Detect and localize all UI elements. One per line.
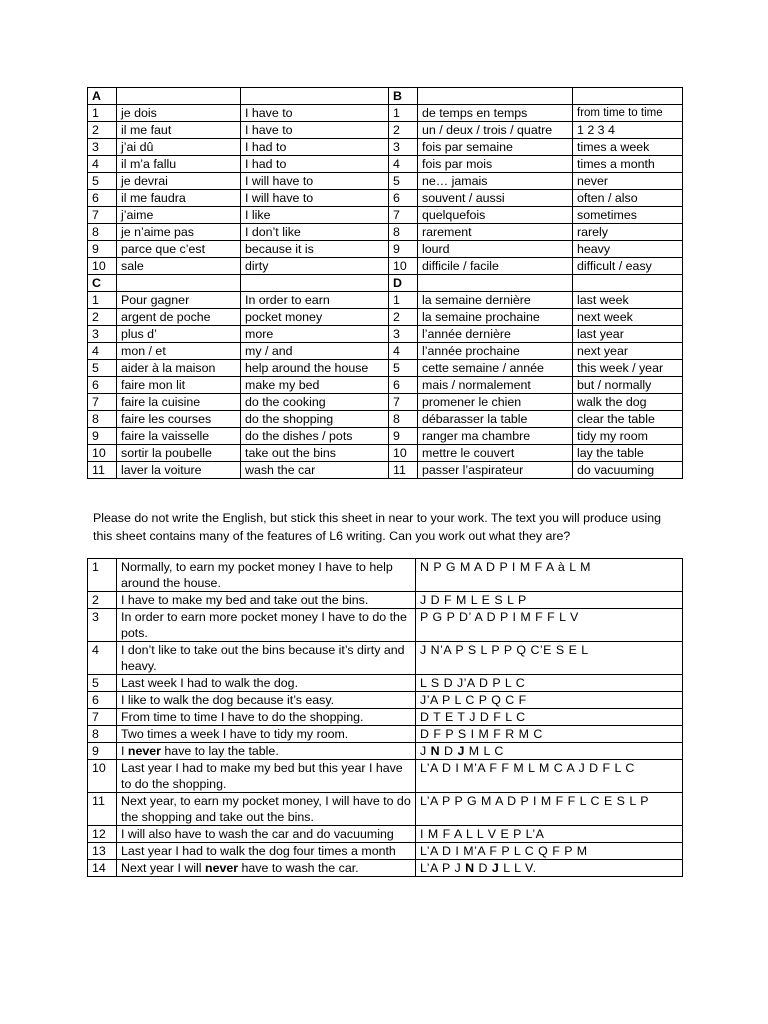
french-phrase: passer l’aspirateur xyxy=(418,462,573,479)
row-number: 10 xyxy=(389,445,418,462)
english-translation: difficult / easy xyxy=(573,258,683,275)
initial-letter-code xyxy=(416,860,683,877)
english-translation: help around the house xyxy=(241,360,389,377)
row-number: 8 xyxy=(389,224,418,241)
english-translation: I like xyxy=(241,207,389,224)
row-number: 11 xyxy=(389,462,418,479)
english-translation: next year xyxy=(573,343,683,360)
empty-cell xyxy=(241,275,389,292)
row-number: 10 xyxy=(88,445,117,462)
empty-cell xyxy=(117,275,241,292)
french-phrase: Pour gagner xyxy=(117,292,241,309)
row-number: 2 xyxy=(88,309,117,326)
english-translation: lay the table xyxy=(573,445,683,462)
vocab-row xyxy=(88,190,683,207)
row-number: 7 xyxy=(389,394,418,411)
row-number: 10 xyxy=(389,258,418,275)
english-translation: clear the table xyxy=(573,411,683,428)
english-translation: rarely xyxy=(573,224,683,241)
french-phrase: fois par mois xyxy=(418,156,573,173)
initial-letter-code: N P G M A D P I M F A à L M xyxy=(416,559,683,592)
row-number: 2 xyxy=(389,122,418,139)
row-number: 8 xyxy=(389,411,418,428)
initial-letter-code: P G P D’ A D P I M F F L V xyxy=(416,609,683,642)
english-sentence: I have to make my bed and take out the bins. xyxy=(117,592,416,609)
english-sentence: Last year I had to walk the dog four times a month xyxy=(117,843,416,860)
french-phrase: j’aime xyxy=(117,207,241,224)
french-phrase: de temps en temps xyxy=(418,105,573,122)
french-phrase: laver la voiture xyxy=(117,462,241,479)
row-number: 1 xyxy=(88,105,117,122)
text-fragment: D xyxy=(474,861,492,875)
english-translation: my / and xyxy=(241,343,389,360)
initial-letter-code: L’A P P G M A D P I M F F L C E S L P xyxy=(416,793,683,826)
french-phrase: rarement xyxy=(418,224,573,241)
exercise-row xyxy=(88,843,683,860)
french-phrase: parce que c’est xyxy=(117,241,241,258)
exercise-table-body xyxy=(88,559,683,877)
row-number: 7 xyxy=(389,207,418,224)
text-fragment: I xyxy=(121,744,128,758)
english-sentence: Last week I had to walk the dog. xyxy=(117,675,416,692)
vocab-row xyxy=(88,428,683,445)
french-phrase: sortir la poubelle xyxy=(117,445,241,462)
french-phrase: mon / et xyxy=(117,343,241,360)
section-header-row-cd xyxy=(88,275,683,292)
english-translation: dirty xyxy=(241,258,389,275)
initial-letter-code: J N’A P S L P P Q C’E S E L xyxy=(416,642,683,675)
exercise-number: 9 xyxy=(88,743,117,760)
section-header-row-ab xyxy=(88,88,683,105)
exercise-number: 4 xyxy=(88,642,117,675)
english-translation: heavy xyxy=(573,241,683,258)
row-number: 7 xyxy=(88,207,117,224)
english-translation: do the dishes / pots xyxy=(241,428,389,445)
english-translation: from time to time xyxy=(573,105,683,122)
row-number: 11 xyxy=(88,462,117,479)
french-phrase: je dois xyxy=(117,105,241,122)
emphasis-word: N xyxy=(430,744,441,758)
row-number: 2 xyxy=(88,122,117,139)
exercise-row xyxy=(88,726,683,743)
row-number: 5 xyxy=(88,360,117,377)
french-phrase: l’année dernière xyxy=(418,326,573,343)
empty-cell xyxy=(573,275,683,292)
english-translation: because it is xyxy=(241,241,389,258)
row-number: 3 xyxy=(389,139,418,156)
english-sentence: Two times a week I have to tidy my room. xyxy=(117,726,416,743)
french-phrase: j’ai dû xyxy=(117,139,241,156)
text-fragment: L L V. xyxy=(499,861,537,875)
row-number: 10 xyxy=(88,258,117,275)
vocab-row xyxy=(88,258,683,275)
french-phrase: quelquefois xyxy=(418,207,573,224)
section-c-label: C xyxy=(88,275,117,292)
vocab-row xyxy=(88,241,683,258)
exercise-number: 7 xyxy=(88,709,117,726)
english-translation: this week / year xyxy=(573,360,683,377)
row-number: 4 xyxy=(88,343,117,360)
exercise-row xyxy=(88,642,683,675)
vocab-table xyxy=(87,87,683,479)
english-sentence xyxy=(117,860,416,877)
vocab-row xyxy=(88,377,683,394)
english-translation: wash the car xyxy=(241,462,389,479)
initial-letter-code: L S D J’A D P L C xyxy=(416,675,683,692)
english-sentence: Last year I had to make my bed but this year I have to do the shopping. xyxy=(117,760,416,793)
english-translation: do vacuuming xyxy=(573,462,683,479)
row-number: 3 xyxy=(88,139,117,156)
english-translation: do the shopping xyxy=(241,411,389,428)
english-sentence: Normally, to earn my pocket money I have to help around the house. xyxy=(117,559,416,592)
exercise-number: 13 xyxy=(88,843,117,860)
french-phrase: fois par semaine xyxy=(418,139,573,156)
english-sentence: I don’t like to take out the bins because it’s dirty and heavy. xyxy=(117,642,416,675)
exercise-row xyxy=(88,675,683,692)
english-translation: never xyxy=(573,173,683,190)
vocab-row xyxy=(88,343,683,360)
french-phrase: je n’aime pas xyxy=(117,224,241,241)
french-phrase: mais / normalement xyxy=(418,377,573,394)
english-translation: make my bed xyxy=(241,377,389,394)
english-translation: I don’t like xyxy=(241,224,389,241)
initial-letter-code: D T E T J D F L C xyxy=(416,709,683,726)
vocab-row xyxy=(88,445,683,462)
french-phrase: l’année prochaine xyxy=(418,343,573,360)
french-phrase: je devrai xyxy=(117,173,241,190)
french-phrase: souvent / aussi xyxy=(418,190,573,207)
french-phrase: il me faut xyxy=(117,122,241,139)
row-number: 6 xyxy=(88,190,117,207)
french-phrase: lourd xyxy=(418,241,573,258)
exercise-number: 10 xyxy=(88,760,117,793)
row-number: 9 xyxy=(389,428,418,445)
initial-letter-code: J’A P L C P Q C F xyxy=(416,692,683,709)
row-number: 6 xyxy=(389,377,418,394)
english-translation: I had to xyxy=(241,156,389,173)
french-phrase: ne… jamais xyxy=(418,173,573,190)
initial-letter-code: L’A D I M’A F F M L M C A J D F L C xyxy=(416,760,683,793)
english-translation: last year xyxy=(573,326,683,343)
row-number: 5 xyxy=(389,173,418,190)
section-b-label: B xyxy=(389,88,418,105)
english-sentence: I like to walk the dog because it’s easy. xyxy=(117,692,416,709)
french-phrase: faire les courses xyxy=(117,411,241,428)
english-sentence: In order to earn more pocket money I have to do the pots. xyxy=(117,609,416,642)
french-phrase: la semaine prochaine xyxy=(418,309,573,326)
section-d-label: D xyxy=(389,275,418,292)
exercise-row xyxy=(88,826,683,843)
initial-letter-code: J D F M L E S L P xyxy=(416,592,683,609)
exercise-row xyxy=(88,709,683,726)
exercise-row xyxy=(88,592,683,609)
text-fragment: D xyxy=(440,744,458,758)
row-number: 4 xyxy=(389,156,418,173)
initial-letter-code: L’A D I M’A F P L C Q F P M xyxy=(416,843,683,860)
exercise-number: 1 xyxy=(88,559,117,592)
vocab-row xyxy=(88,462,683,479)
english-translation: walk the dog xyxy=(573,394,683,411)
exercise-row xyxy=(88,760,683,793)
exercise-number: 12 xyxy=(88,826,117,843)
english-translation: sometimes xyxy=(573,207,683,224)
exercise-table xyxy=(87,558,683,877)
row-number: 4 xyxy=(88,156,117,173)
vocab-table-body xyxy=(88,88,683,479)
row-number: 4 xyxy=(389,343,418,360)
english-translation: pocket money xyxy=(241,309,389,326)
row-number: 3 xyxy=(88,326,117,343)
initial-letter-code xyxy=(416,743,683,760)
row-number: 9 xyxy=(88,241,117,258)
english-translation: next week xyxy=(573,309,683,326)
vocab-row xyxy=(88,309,683,326)
english-translation: I will have to xyxy=(241,173,389,190)
emphasis-word: never xyxy=(127,744,161,758)
row-number: 3 xyxy=(389,326,418,343)
french-phrase: débarasser la table xyxy=(418,411,573,428)
english-sentence: I will also have to wash the car and do vacuuming xyxy=(117,826,416,843)
exercise-number: 11 xyxy=(88,793,117,826)
vocab-row xyxy=(88,122,683,139)
french-phrase: il me faudra xyxy=(117,190,241,207)
english-translation: I have to xyxy=(241,105,389,122)
english-translation: times a month xyxy=(573,156,683,173)
exercise-number: 14 xyxy=(88,860,117,877)
english-translation: I have to xyxy=(241,122,389,139)
english-translation: In order to earn xyxy=(241,292,389,309)
english-translation: last week xyxy=(573,292,683,309)
vocab-row xyxy=(88,105,683,122)
text-fragment: have to lay the table. xyxy=(160,744,279,758)
exercise-row xyxy=(88,743,683,760)
french-phrase: faire la vaisselle xyxy=(117,428,241,445)
instructions-text: Please do not write the English, but stick this sheet in near to your work. The text you will produce using this sheet contains many of the features of L6 writing. Can you work out what they are? xyxy=(93,511,661,543)
english-sentence xyxy=(117,743,416,760)
exercise-row xyxy=(88,559,683,592)
french-phrase: mettre le couvert xyxy=(418,445,573,462)
french-phrase: argent de poche xyxy=(117,309,241,326)
french-phrase: la semaine dernière xyxy=(418,292,573,309)
row-number: 2 xyxy=(389,309,418,326)
emphasis-word: J xyxy=(491,861,500,875)
french-phrase: faire la cuisine xyxy=(117,394,241,411)
empty-cell xyxy=(241,88,389,105)
text-fragment: M L C xyxy=(464,744,504,758)
french-phrase: faire mon lit xyxy=(117,377,241,394)
text-fragment: L’A P J xyxy=(420,861,466,875)
row-number: 8 xyxy=(88,411,117,428)
english-translation: times a week xyxy=(573,139,683,156)
english-translation: I will have to xyxy=(241,190,389,207)
initial-letter-code: I M F A L L V E P L’A xyxy=(416,826,683,843)
english-translation: but / normally xyxy=(573,377,683,394)
empty-cell xyxy=(418,275,573,292)
french-phrase: promener le chien xyxy=(418,394,573,411)
exercise-number: 8 xyxy=(88,726,117,743)
exercise-number: 5 xyxy=(88,675,117,692)
row-number: 5 xyxy=(389,360,418,377)
english-sentence: From time to time I have to do the shopping. xyxy=(117,709,416,726)
english-translation: take out the bins xyxy=(241,445,389,462)
english-translation: often / also xyxy=(573,190,683,207)
section-a-label: A xyxy=(88,88,117,105)
exercise-row xyxy=(88,609,683,642)
exercise-number: 6 xyxy=(88,692,117,709)
vocab-row xyxy=(88,394,683,411)
empty-cell xyxy=(117,88,241,105)
exercise-row xyxy=(88,692,683,709)
exercise-row xyxy=(88,793,683,826)
vocab-row xyxy=(88,224,683,241)
vocab-row xyxy=(88,139,683,156)
empty-cell xyxy=(418,88,573,105)
text-fragment: Next year I will xyxy=(121,861,205,875)
row-number: 1 xyxy=(88,292,117,309)
french-phrase: ranger ma chambre xyxy=(418,428,573,445)
row-number: 6 xyxy=(389,190,418,207)
text-fragment: J xyxy=(420,744,431,758)
french-phrase: plus d’ xyxy=(117,326,241,343)
vocab-row xyxy=(88,207,683,224)
exercise-number: 2 xyxy=(88,592,117,609)
emphasis-word: J xyxy=(457,744,465,758)
vocab-row xyxy=(88,326,683,343)
english-translation: 1 2 3 4 xyxy=(573,122,683,139)
initial-letter-code: D F P S I M F R M C xyxy=(416,726,683,743)
emphasis-word: never xyxy=(205,861,239,875)
row-number: 7 xyxy=(88,394,117,411)
row-number: 9 xyxy=(88,428,117,445)
english-translation: more xyxy=(241,326,389,343)
vocab-row xyxy=(88,292,683,309)
emphasis-word: N xyxy=(465,861,475,875)
row-number: 8 xyxy=(88,224,117,241)
english-translation: I had to xyxy=(241,139,389,156)
english-translation: do the cooking xyxy=(241,394,389,411)
french-phrase: il m’a fallu xyxy=(117,156,241,173)
french-phrase: aider à la maison xyxy=(117,360,241,377)
row-number: 5 xyxy=(88,173,117,190)
text-fragment: have to wash the car. xyxy=(238,861,359,875)
french-phrase: difficile / facile xyxy=(418,258,573,275)
empty-cell xyxy=(573,88,683,105)
french-phrase: cette semaine / année xyxy=(418,360,573,377)
row-number: 1 xyxy=(389,105,418,122)
english-sentence: Next year, to earn my pocket money, I will have to do the shopping and take out the bins. xyxy=(117,793,416,826)
row-number: 9 xyxy=(389,241,418,258)
vocab-row xyxy=(88,173,683,190)
vocab-row xyxy=(88,360,683,377)
exercise-row xyxy=(88,860,683,877)
exercise-number: 3 xyxy=(88,609,117,642)
french-phrase: un / deux / trois / quatre xyxy=(418,122,573,139)
vocab-row xyxy=(88,156,683,173)
vocab-row xyxy=(88,411,683,428)
english-translation: tidy my room xyxy=(573,428,683,445)
french-phrase: sale xyxy=(117,258,241,275)
row-number: 6 xyxy=(88,377,117,394)
row-number: 1 xyxy=(389,292,418,309)
